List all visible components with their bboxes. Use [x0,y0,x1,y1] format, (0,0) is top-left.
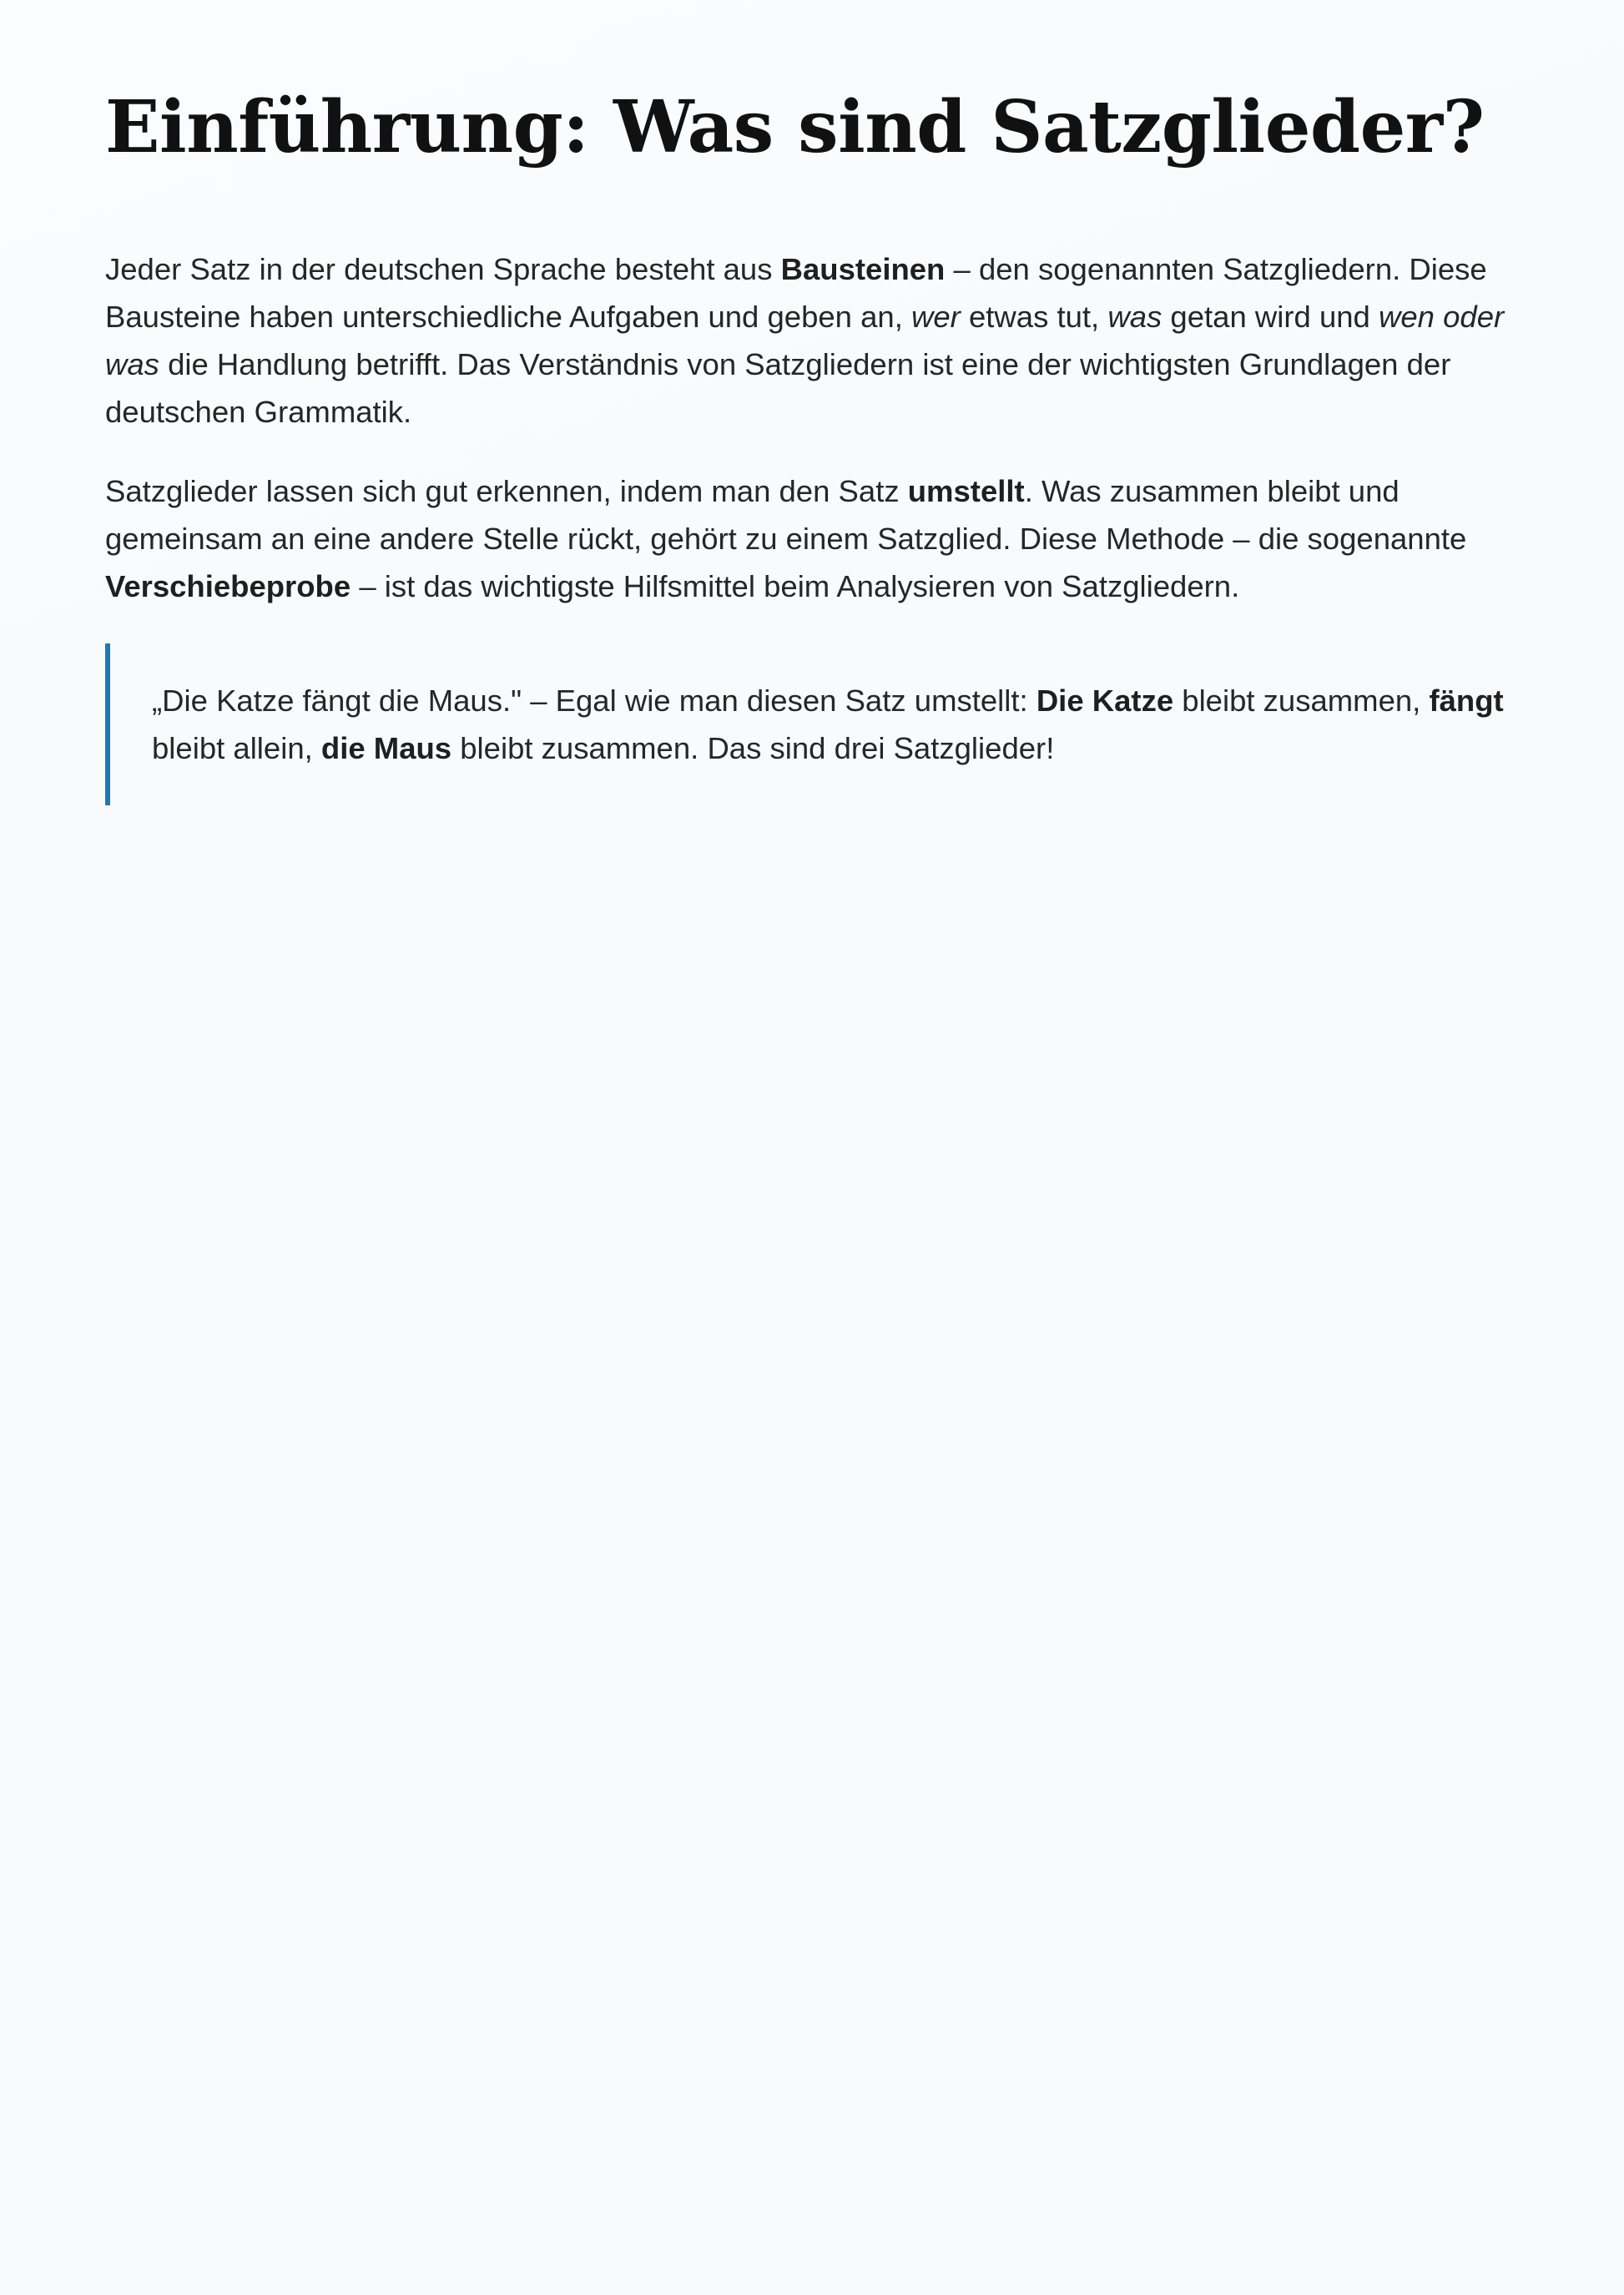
page-title: Einführung: Was sind Satzglieder? [105,85,1485,169]
method-bold-verschiebeprobe: Verschiebeprobe [105,569,351,603]
intro-text-5: die Handlung betrifft. Das Verständnis von Satzgliedern ist eine der wichtigsten Grundlagen der deutschen Grammatik. [105,347,1451,429]
example-quote-text [152,677,1529,772]
quote-bold-faengt: fängt [1429,683,1504,718]
example-blockquote [105,643,1529,805]
quote-text-2: bleibt zusammen, [1173,683,1430,718]
quote-bold-die-katze: Die Katze [1036,683,1174,718]
intro-text-1: Jeder Satz in der deutschen Sprache besteht aus [105,252,781,286]
method-paragraph [105,467,1524,610]
quote-bold-die-maus: die Maus [320,731,452,765]
method-text-3: – ist das wichtigste Hilfsmittel beim Analysieren von Satzgliedern. [351,569,1240,603]
quote-text-1: „Die Katze fängt die Maus." – Egal wie man diesen Satz umstellt: [152,683,1036,718]
method-text-1: Satzglieder lassen sich gut erkennen, indem man den Satz [105,474,908,508]
intro-italic-wen-oder-was: wen oder was [105,300,1505,381]
intro-text-4: getan wird und [1162,300,1379,334]
intro-italic-wer: wer [911,300,961,334]
method-text-2: . Was zusammen bleibt und gemeinsam an eine andere Stelle rückt, gehört zu einem Satzglied. Diese Methode – die sogenannte [105,474,1467,556]
intro-text-3: etwas tut, [960,300,1108,334]
quote-text-4: bleibt zusammen. Das sind drei Satzglieder! [451,731,1055,765]
intro-text-2: – den sogenannten Satzgliedern. Diese Bausteine haben unterschiedliche Aufgaben und geben an, [105,252,1487,334]
intro-paragraph [105,245,1524,436]
quote-text-3: bleibt allein, [152,731,321,765]
intro-bold-bausteinen: Bausteinen [780,252,946,286]
intro-italic-was: was [1107,300,1163,334]
method-bold-umstellt: umstellt [907,474,1025,508]
